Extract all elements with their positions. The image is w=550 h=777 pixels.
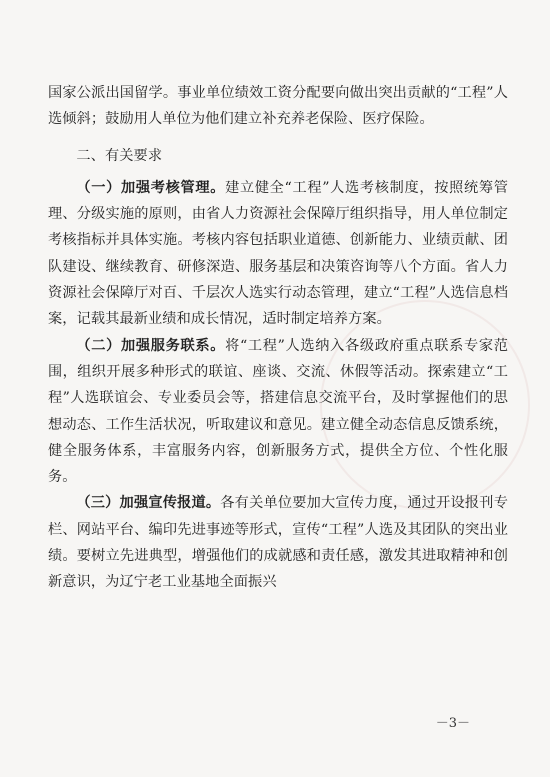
item-paragraph-2 xyxy=(48,333,508,491)
item-text-1: 建立健全“工程”人选考核制度，按照统筹管理、分级实施的原则，由省人力资源社会保障厅组织指导，用人单位制定考核指标并具体实施。考核内容包括职业道德、创新能力、业绩贡献、团队建设、继续教育、研修深造、服务基层和决策咨询等八个方面。省人力资源社会保障厅对百、千层次人选实行动态管理，建立“工程”人选信息档案，记载其最新业绩和成长情况，适时制定培养方案。 xyxy=(48,179,508,328)
item-paragraph-1 xyxy=(48,175,508,333)
section-heading: 二、有关要求 xyxy=(76,147,163,164)
page-number: －3－ xyxy=(435,716,470,731)
item-text-3: 各有关单位要加大宣传力度，通过开设报刊专栏、网站平台、编印先进事迹等形式，宣传“工程”人选及其团队的突出业绩。要树立先进典型，增强他们的成就感和责任感，激发其进取精神和创新意识，为辽宁老工业基地全面振兴 xyxy=(48,495,508,591)
intro-paragraph: 国家公派出国留学。事业单位绩效工资分配要向做出突出贡献的“工程”人选倾斜；鼓励用人单位为他们建立补充养老保险、医疗保险。 xyxy=(48,85,508,128)
item-label-2: （二）加强服务联系。 xyxy=(76,337,226,354)
item-paragraph-3 xyxy=(48,490,508,595)
item-label-3: （三）加强宣传报道。 xyxy=(76,495,221,512)
item-label-1: （一）加强考核管理。 xyxy=(76,179,226,196)
document-body xyxy=(48,80,508,596)
item-text-2: 将“工程”人选纳入各级政府重点联系专家范围，组织开展多种形式的联谊、座谈、交流、休假等活动。探索建立“工程”人选联谊会、专业委员会等，搭建信息交流平台，及时掌握他们的思想动态、工作生活状况，听取建议和意见。建立健全动态信息反馈系统，健全服务体系，丰富服务内容，创新服务方式，提供全方位、个性化服务。 xyxy=(48,337,508,486)
